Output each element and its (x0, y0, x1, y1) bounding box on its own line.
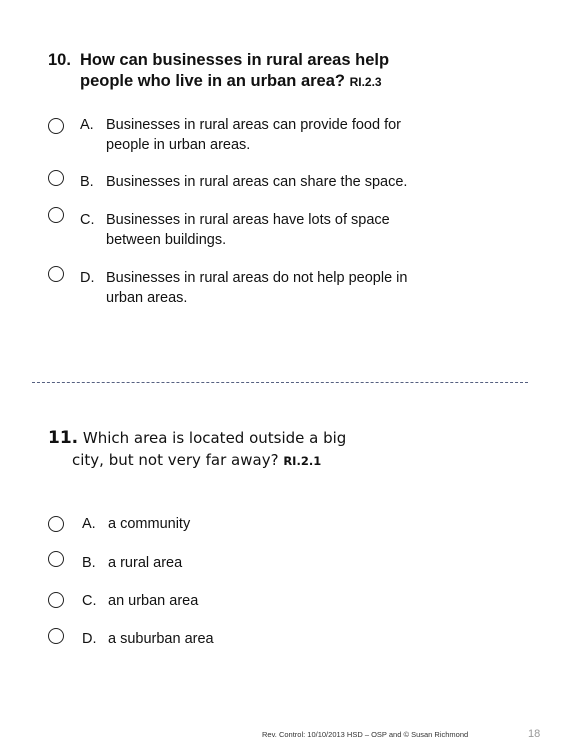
q10-option-c-letter: C. (80, 212, 95, 228)
q11-option-b-letter: B. (82, 555, 96, 571)
q11-option-c-letter: C. (82, 593, 97, 609)
q10-option-a-radio[interactable] (48, 118, 64, 134)
page-number: 18 (528, 728, 541, 740)
q10-option-a-text: Businesses in rural areas can provide food for people in urban areas. (106, 117, 401, 153)
q10-option-a-letter: A. (80, 117, 94, 133)
q10-option-b-radio[interactable] (48, 170, 64, 186)
question-10-title (48, 50, 468, 93)
q11-option-c-radio[interactable] (48, 592, 64, 608)
q10-option-c-text: Businesses in rural areas have lots of space between buildings. (106, 212, 390, 248)
question-11-standard: RI.2.1 (283, 454, 322, 468)
question-10-text-line2: people who live in an urban area? (80, 72, 345, 90)
q11-option-a-text: a community (108, 516, 191, 532)
question-11-text-line2: city, but not very far away? (72, 451, 279, 469)
question-10-text-line1: How can businesses in rural areas help (80, 51, 390, 69)
question-10-standard: RI.2.3 (349, 75, 382, 89)
footer-copyright: Rev. Control: 10/10/2013 HSD – OSP and © Susan Richmond (262, 730, 469, 739)
question-10-number: 10. (48, 51, 71, 69)
q10-option-d-letter: D. (80, 270, 95, 286)
section-divider (32, 382, 528, 383)
q11-option-d-radio[interactable] (48, 628, 64, 644)
q11-option-d-text: a suburban area (108, 631, 214, 647)
q10-option-d-radio[interactable] (48, 266, 64, 282)
q10-option-b-letter: B. (80, 174, 94, 190)
question-11-text-line1: Which area is located outside a big (82, 429, 347, 447)
q10-option-d-text: Businesses in rural areas do not help people in urban areas. (106, 270, 408, 306)
question-11-title (48, 427, 448, 472)
q10-option-c-radio[interactable] (48, 207, 64, 223)
q11-option-d-letter: D. (82, 631, 97, 647)
q11-option-c-text: an urban area (108, 593, 199, 609)
question-11-number: 11. (48, 428, 79, 448)
q10-option-b-text: Businesses in rural areas can share the space. (106, 174, 408, 190)
q11-option-b-radio[interactable] (48, 551, 64, 567)
q11-option-b-text: a rural area (108, 555, 183, 571)
q11-option-a-letter: A. (82, 516, 96, 532)
q11-option-a-radio[interactable] (48, 516, 64, 532)
